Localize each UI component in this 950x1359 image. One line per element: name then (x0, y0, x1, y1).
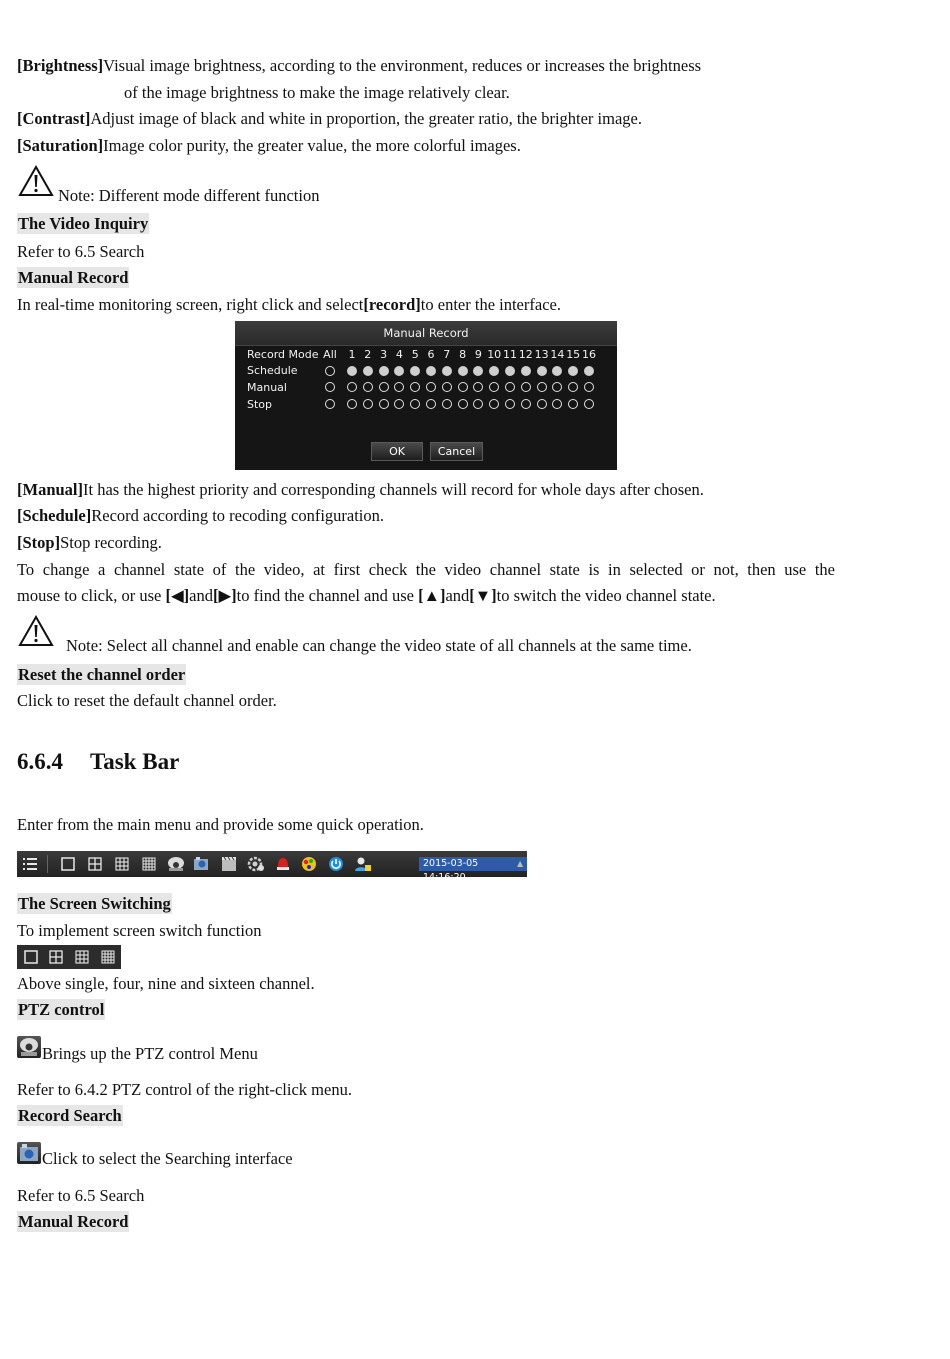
taskbar-expand-arrow-icon[interactable]: ▲ (517, 859, 524, 868)
record-mode-label: Record Mode (247, 348, 319, 361)
schedule-radio-ch11[interactable] (505, 366, 515, 376)
note-select-all: Note: Select all channel and enable can change the video state of all channels at the same time. (66, 636, 692, 655)
channel-header-13: 13 (534, 348, 549, 361)
screen-switching-text: To implement screen switch function (17, 921, 262, 940)
record-search-heading: Record Search (18, 1106, 122, 1125)
note-mode-function: Note: Different mode different function (58, 186, 320, 205)
channel-header-8: 8 (459, 348, 467, 361)
manual-record-heading-2: Manual Record (18, 1212, 129, 1231)
manual-record-dialog (235, 321, 617, 470)
schedule-row-label: Schedule (247, 364, 298, 377)
schedule-radio-ch10[interactable] (489, 366, 499, 376)
stop-description: [Stop]Stop recording. (17, 533, 162, 552)
dialog-title: Manual Record (235, 321, 617, 346)
channel-header-6: 6 (427, 348, 435, 361)
stop-radio-ch16[interactable] (584, 399, 594, 409)
network-icon[interactable] (328, 856, 344, 872)
saturation-term: [Saturation] (17, 136, 104, 155)
ptz-icon[interactable] (167, 856, 185, 872)
brightness-text-continued: of the image brightness to make the image relatively clear. (124, 83, 510, 102)
record-search-refer: Refer to 6.5 Search (17, 1186, 145, 1205)
stop-radio-ch13[interactable] (537, 399, 547, 409)
channel-header-14: 14 (550, 348, 565, 361)
schedule-radio-ch8[interactable] (458, 366, 468, 376)
warning-icon (18, 165, 54, 197)
channel-header-12: 12 (518, 348, 533, 361)
schedule-radio-ch7[interactable] (442, 366, 452, 376)
manual-radio-ch15[interactable] (568, 382, 578, 392)
stop-radio-ch4[interactable] (394, 399, 404, 409)
brightness-text: Visual image brightness, according to the environment, reduces or increases the brightness (103, 56, 702, 75)
stop-radio-ch7[interactable] (442, 399, 452, 409)
stop-radio-ch10[interactable] (489, 399, 499, 409)
schedule-description: [Schedule]Record according to recoding configuration. (17, 506, 385, 525)
manual-radio-ch16[interactable] (584, 382, 594, 392)
screen-switch-bar (17, 945, 121, 969)
contrast-text: Adjust image of black and white in proportion, the greater ratio, the brighter image. (90, 109, 642, 128)
manual-radio-ch5[interactable] (410, 382, 420, 392)
nine-screen-icon[interactable] (75, 950, 89, 964)
manual-record-intro: In real-time monitoring screen, right click and select[record]to enter the interface. (17, 295, 561, 314)
stop-radio-ch14[interactable] (552, 399, 562, 409)
manual-record-heading: Manual Record (18, 268, 129, 287)
ok-button[interactable]: OK (371, 442, 423, 461)
screen-switching-desc: Above single, four, nine and sixteen channel. (17, 974, 315, 993)
saturation-paragraph (17, 136, 521, 156)
alarm-icon[interactable] (275, 856, 291, 872)
warning-icon (18, 615, 54, 647)
taskbar-datetime: 2015-03-05 14:16:20 (419, 857, 527, 871)
brightness-paragraph (17, 56, 701, 76)
taskbar-intro: Enter from the main menu and provide some quick operation. (17, 815, 424, 834)
brightness-term: [Brightness] (17, 56, 104, 75)
manual-radio-ch2[interactable] (363, 382, 373, 392)
manual-radio-ch11[interactable] (505, 382, 515, 392)
stop-row-label: Stop (247, 398, 273, 411)
section-heading (17, 749, 179, 775)
schedule-all-radio[interactable] (325, 366, 335, 376)
channel-header-2: 2 (364, 348, 372, 361)
channel-header-3: 3 (380, 348, 388, 361)
change-state-line2: mouse to click, or use [◀]and[▶]to find the channel and use [▲]and[▼]to switch the video channel state. (17, 586, 716, 605)
manual-all-radio[interactable] (325, 382, 335, 392)
channel-header-10: 10 (487, 348, 502, 361)
manual-radio-ch12[interactable] (521, 382, 531, 392)
channel-header-4: 4 (395, 348, 403, 361)
color-icon[interactable] (301, 856, 318, 872)
taskbar-divider (47, 855, 48, 873)
ptz-text: Brings up the PTZ control Menu (42, 1044, 258, 1063)
contrast-paragraph (17, 109, 642, 129)
ptz-icon[interactable] (17, 1036, 41, 1058)
manual-radio-ch10[interactable] (489, 382, 499, 392)
single-screen-icon[interactable] (24, 950, 38, 964)
channel-header-11: 11 (503, 348, 517, 361)
saturation-text: Image color purity, the greater value, the more colorful images. (103, 136, 521, 155)
schedule-radio-ch15[interactable] (568, 366, 578, 376)
section-title: Task Bar (90, 749, 180, 774)
search-icon[interactable] (193, 856, 211, 872)
schedule-radio-ch16[interactable] (584, 366, 594, 376)
menu-icon[interactable] (23, 857, 37, 871)
settings-icon[interactable] (247, 856, 265, 872)
manual-radio-ch6[interactable] (426, 382, 436, 392)
schedule-radio-ch12[interactable] (521, 366, 531, 376)
schedule-radio-ch9[interactable] (473, 366, 483, 376)
video-inquiry-text: Refer to 6.5 Search (17, 242, 145, 261)
reset-order-heading: Reset the channel order (18, 665, 186, 684)
manual-radio-ch3[interactable] (379, 382, 389, 392)
stop-radio-ch15[interactable] (568, 399, 578, 409)
sixteen-screen-icon[interactable] (101, 950, 115, 964)
stop-radio-ch9[interactable] (473, 399, 483, 409)
manual-row-label: Manual (247, 381, 287, 394)
manual-radio-ch7[interactable] (442, 382, 452, 392)
section-number: 6.6.4 (17, 749, 63, 774)
all-column-label: All (323, 348, 337, 361)
stop-radio-ch8[interactable] (458, 399, 468, 409)
four-screen-icon[interactable] (88, 857, 102, 871)
schedule-radio-ch3[interactable] (379, 366, 389, 376)
change-state-line1: To change a channel state of the video, at first check the video channel state is in selected or not, then use the (17, 560, 835, 579)
search-icon[interactable] (17, 1142, 41, 1164)
schedule-radio-ch4[interactable] (394, 366, 404, 376)
record-icon[interactable] (221, 856, 237, 872)
ptz-heading: PTZ control (18, 1000, 105, 1019)
user-icon[interactable] (354, 856, 372, 872)
manual-radio-ch13[interactable] (537, 382, 547, 392)
cancel-button[interactable]: Cancel (430, 442, 483, 461)
channel-header-1: 1 (348, 348, 356, 361)
schedule-radio-ch5[interactable] (410, 366, 420, 376)
record-search-text: Click to select the Searching interface (42, 1149, 293, 1168)
nine-screen-icon[interactable] (115, 857, 129, 871)
stop-all-radio[interactable] (325, 399, 335, 409)
manual-description: [Manual]It has the highest priority and corresponding channels will record for whole days after chosen. (17, 480, 704, 499)
contrast-term: [Contrast] (17, 109, 91, 128)
stop-radio-ch1[interactable] (347, 399, 357, 409)
video-inquiry-heading: The Video Inquiry (18, 214, 149, 233)
task-bar (17, 851, 527, 883)
stop-radio-ch5[interactable] (410, 399, 420, 409)
manual-radio-ch8[interactable] (458, 382, 468, 392)
sixteen-screen-icon[interactable] (142, 857, 156, 871)
stop-radio-ch2[interactable] (363, 399, 373, 409)
schedule-radio-ch1[interactable] (347, 366, 357, 376)
four-screen-icon[interactable] (49, 950, 63, 964)
schedule-radio-ch2[interactable] (363, 366, 373, 376)
manual-radio-ch9[interactable] (473, 382, 483, 392)
manual-radio-ch14[interactable] (552, 382, 562, 392)
schedule-radio-ch6[interactable] (426, 366, 436, 376)
stop-radio-ch11[interactable] (505, 399, 515, 409)
stop-radio-ch6[interactable] (426, 399, 436, 409)
manual-radio-ch4[interactable] (394, 382, 404, 392)
screen-switching-heading: The Screen Switching (18, 894, 171, 913)
channel-header-15: 15 (566, 348, 581, 361)
schedule-radio-ch14[interactable] (552, 366, 562, 376)
reset-order-text: Click to reset the default channel order. (17, 691, 277, 710)
single-screen-icon[interactable] (61, 857, 75, 871)
channel-header-7: 7 (443, 348, 451, 361)
schedule-radio-ch13[interactable] (537, 366, 547, 376)
channel-header-9: 9 (474, 348, 482, 361)
ptz-refer: Refer to 6.4.2 PTZ control of the right-click menu. (17, 1080, 352, 1099)
channel-header-5: 5 (411, 348, 419, 361)
channel-header-16: 16 (582, 348, 596, 361)
stop-radio-ch12[interactable] (521, 399, 531, 409)
stop-radio-ch3[interactable] (379, 399, 389, 409)
manual-radio-ch1[interactable] (347, 382, 357, 392)
